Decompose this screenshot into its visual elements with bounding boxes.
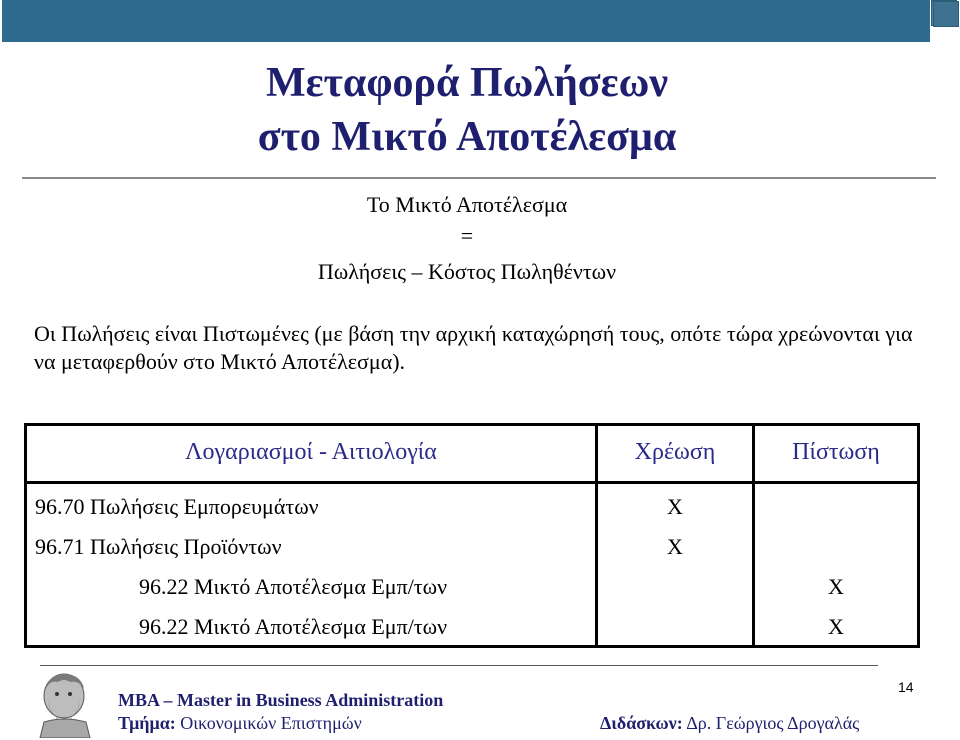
row-account: 96.22 Μικτό Αποτέλεσμα Εμπ/των [139, 614, 448, 639]
row-account: 96.71 Πωλήσεις Προϊόντων [35, 534, 282, 559]
row-credit: Χ [828, 614, 844, 639]
department-label: Τμήμα: [118, 713, 176, 733]
department [118, 712, 362, 734]
row-credit: Χ [828, 574, 844, 599]
header-debit: Χρέωση [634, 439, 716, 465]
program-name: MBA – Master in Business Administration [118, 690, 444, 710]
slide-title-line1: Μεταφορά Πωλήσεων [265, 60, 669, 106]
slide-title-line2: στο Μικτό Αποτέλεσμα [257, 114, 677, 160]
formula-label: Το Μικτό Αποτέλεσμα [366, 192, 568, 217]
table-row [27, 488, 917, 528]
row-debit: Χ [667, 534, 683, 559]
journal-entry-table [24, 423, 920, 648]
corner-square-decoration-inner [933, 1, 959, 27]
instructor-value: Δρ. Γεώργιος Δρογαλάς [686, 713, 860, 733]
footer-divider [40, 665, 878, 666]
instructor [600, 712, 859, 734]
university-bust-logo [34, 670, 98, 738]
row-account: 96.70 Πωλήσεις Εμπορευμάτων [35, 494, 319, 519]
header-credit: Πίστωση [792, 439, 880, 465]
row-debit: Χ [667, 494, 683, 519]
title-divider [22, 177, 936, 179]
table-row [27, 528, 917, 568]
table-row [27, 568, 917, 608]
header-accounts: Λογαριασμοί - Αιτιολογία [185, 439, 437, 465]
page-number: 14 [898, 679, 914, 695]
formula-expression: Πωλήσεις – Κόστος Πωληθέντων [317, 259, 617, 284]
header-bar [2, 0, 930, 42]
explanation-paragraph: Οι Πωλήσεις είναι Πιστωμένες (με βάση την αρχική καταχώρησή τους, οπότε τώρα χρεώνονται για να μεταφερθούν στο Μικτό Αποτέλεσμα). [34, 321, 913, 374]
instructor-label: Διδάσκων: [600, 713, 683, 733]
formula-equals: = [460, 223, 474, 248]
table-row [27, 608, 917, 648]
row-account: 96.22 Μικτό Αποτέλεσμα Εμπ/των [139, 574, 448, 599]
department-value: Οικονομικών Επιστημών [180, 713, 362, 733]
